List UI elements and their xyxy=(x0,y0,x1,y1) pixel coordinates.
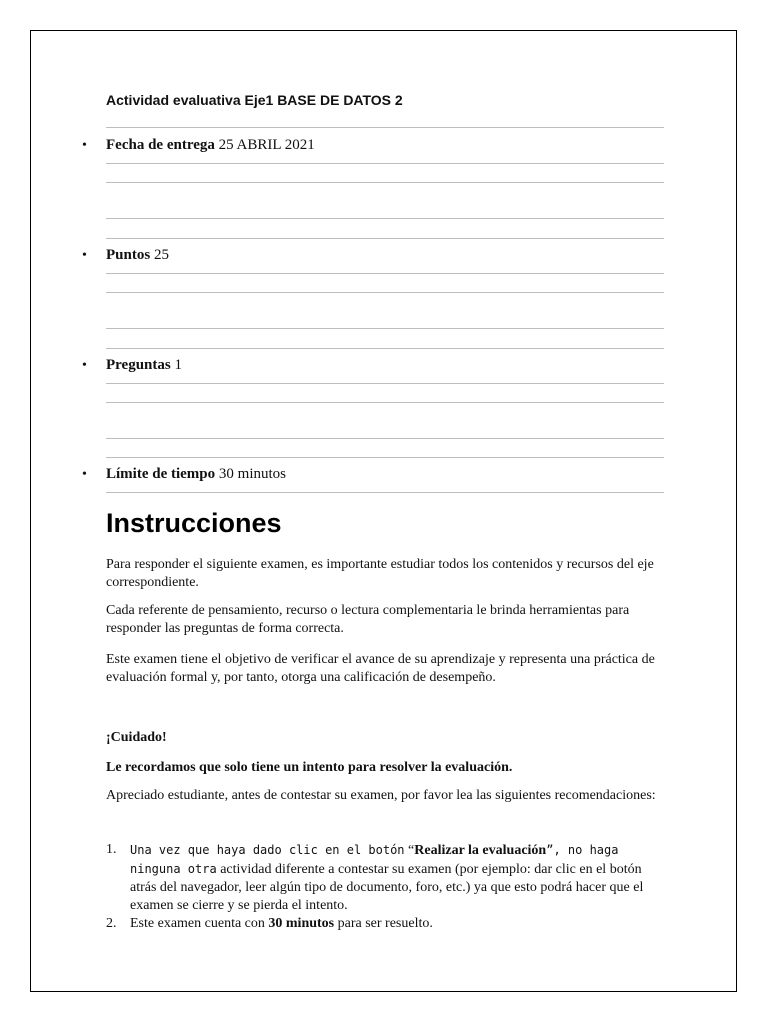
list-text-bold: Realizar la evaluación xyxy=(414,843,547,858)
divider xyxy=(106,182,664,183)
bullet-icon: • xyxy=(82,358,87,373)
list-text-mono: ”, no haga ninguna otra xyxy=(130,843,619,876)
divider xyxy=(106,238,664,239)
detail-value: 1 xyxy=(174,357,182,373)
list-text-mono: Una vez que haya dado clic en el botón xyxy=(130,843,405,857)
instructions-heading: Instrucciones xyxy=(106,508,282,538)
detail-due-date xyxy=(106,137,315,154)
divider xyxy=(106,348,664,349)
detail-label: Fecha de entrega xyxy=(106,137,215,153)
warning-title: ¡Cuidado! xyxy=(106,730,167,745)
list-text: actividad diferente a contestar su examen (por ejemplo: dar clic en el botón atrás del navegador, leer algún tipo de documento, foro, etc.) ya que esto podrá hacer que el examen se cierre y se pierda el intento. xyxy=(130,862,644,913)
detail-label: Preguntas xyxy=(106,357,171,373)
list-number: 2. xyxy=(106,916,117,931)
divider xyxy=(106,492,664,493)
instructions-paragraph: Este examen tiene el objetivo de verificar el avance de su aprendizaje y representa una práctica de evaluación formal y, por tanto, otorga una calificación de desempeño. xyxy=(106,652,655,685)
activity-title: Actividad evaluativa Eje1 BASE DE DATOS 2 xyxy=(106,92,403,108)
detail-label: Límite de tiempo xyxy=(106,466,216,482)
divider xyxy=(106,457,664,458)
divider xyxy=(106,402,664,403)
list-number: 1. xyxy=(106,842,117,857)
detail-points xyxy=(106,247,169,264)
list-text-bold: 30 minutos xyxy=(268,916,335,931)
divider xyxy=(106,328,664,329)
detail-value: 25 xyxy=(153,247,169,263)
list-text: para ser resuelto. xyxy=(334,916,433,931)
warning-text: Le recordamos que solo tiene un intento para resolver la evaluación. xyxy=(106,760,513,775)
list-item xyxy=(106,915,666,933)
list-text: Este examen cuenta con xyxy=(130,916,269,931)
instructions-paragraph: Para responder el siguiente examen, es importante estudiar todos los contenidos y recursos del eje correspondiente. xyxy=(106,557,654,590)
divider xyxy=(106,438,664,439)
quote-open: “ xyxy=(404,843,415,858)
detail-value: 30 minutos xyxy=(218,466,286,482)
instructions-paragraph: Cada referente de pensamiento, recurso o lectura complementaria le brinda herramientas para responder las preguntas de forma correcta. xyxy=(106,603,630,636)
divider xyxy=(106,273,664,274)
divider xyxy=(106,127,664,128)
recommendations-list xyxy=(106,841,666,933)
list-item xyxy=(106,841,666,915)
detail-value: 25 ABRIL 2021 xyxy=(218,137,315,153)
bullet-icon: • xyxy=(82,248,87,263)
divider xyxy=(106,163,664,164)
bullet-icon: • xyxy=(82,467,87,482)
detail-label: Puntos xyxy=(106,247,151,263)
detail-time-limit xyxy=(106,466,286,483)
divider xyxy=(106,383,664,384)
divider xyxy=(106,218,664,219)
recommendations-intro: Apreciado estudiante, antes de contestar su examen, por favor lea las siguientes recomendaciones: xyxy=(106,788,656,803)
divider xyxy=(106,292,664,293)
bullet-icon: • xyxy=(82,138,87,153)
detail-questions xyxy=(106,357,182,374)
